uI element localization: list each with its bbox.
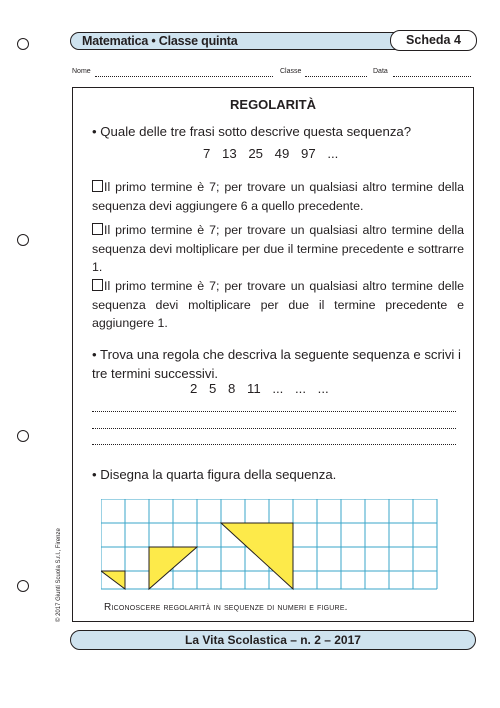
option-3 [92, 277, 464, 333]
footer-bar: La Vita Scolastica – n. 2 – 2017 [70, 630, 476, 650]
triangle-figure-1 [101, 571, 125, 589]
answer-line[interactable] [92, 428, 456, 429]
option-1-text: Il primo termine è 7; per trovare un qualsiasi altro termine della sequenza devi aggiungere 6 a quello precedente. [92, 180, 464, 213]
option-2-text: Il primo termine è 7; per trovare un qualsiasi altro termine della sequenza devi moltiplicare per due il termine precedente e sottrarre 1. [92, 223, 464, 274]
question-3: • Disegna la quarta figura della sequenza. [92, 467, 337, 482]
nome-field[interactable] [95, 76, 273, 77]
classe-field[interactable] [305, 76, 367, 77]
binder-hole [17, 234, 29, 246]
scheda-label: Scheda 4 [390, 30, 477, 51]
binder-hole [17, 38, 29, 50]
answer-line[interactable] [92, 411, 456, 412]
question-1: • Quale delle tre frasi sotto descrive questa sequenza? [92, 124, 412, 139]
nome-label: Nome [72, 68, 91, 75]
copyright: © 2017 Giunti Scuola S.r.l., Firenze [56, 528, 62, 622]
option-3-checkbox[interactable] [92, 279, 103, 291]
grid-svg [101, 499, 447, 595]
classe-label: Classe [280, 68, 302, 75]
option-3-text: Il primo termine è 7; per trovare un qualsiasi altro termine delle sequenza devi moltiplicare per due il termine precedente e aggiungere 1. [92, 279, 464, 330]
option-1-checkbox[interactable] [92, 180, 103, 192]
sequence-2: 2 5 8 11 ... ... ... [190, 381, 329, 396]
sequence-1: 7 13 25 49 97 ... [203, 146, 339, 161]
option-1 [92, 178, 464, 215]
header-title: Matematica • Classe quinta [82, 34, 238, 48]
binder-hole [17, 430, 29, 442]
figure-grid[interactable] [101, 499, 447, 600]
option-2-checkbox[interactable] [92, 223, 103, 235]
binder-hole [17, 580, 29, 592]
answer-line[interactable] [92, 444, 456, 445]
triangle-figure-3 [221, 523, 293, 589]
section-title: REGOLARITÀ [230, 97, 316, 112]
data-label: Data [373, 68, 388, 75]
question-2: • Trova una regola che descriva la seguente sequenza e scrivi i tre termini successivi. [92, 347, 461, 381]
footnote: Riconoscere regolarità in sequenze di numeri e figure. [104, 602, 348, 613]
option-2 [92, 221, 464, 277]
data-field[interactable] [393, 76, 471, 77]
